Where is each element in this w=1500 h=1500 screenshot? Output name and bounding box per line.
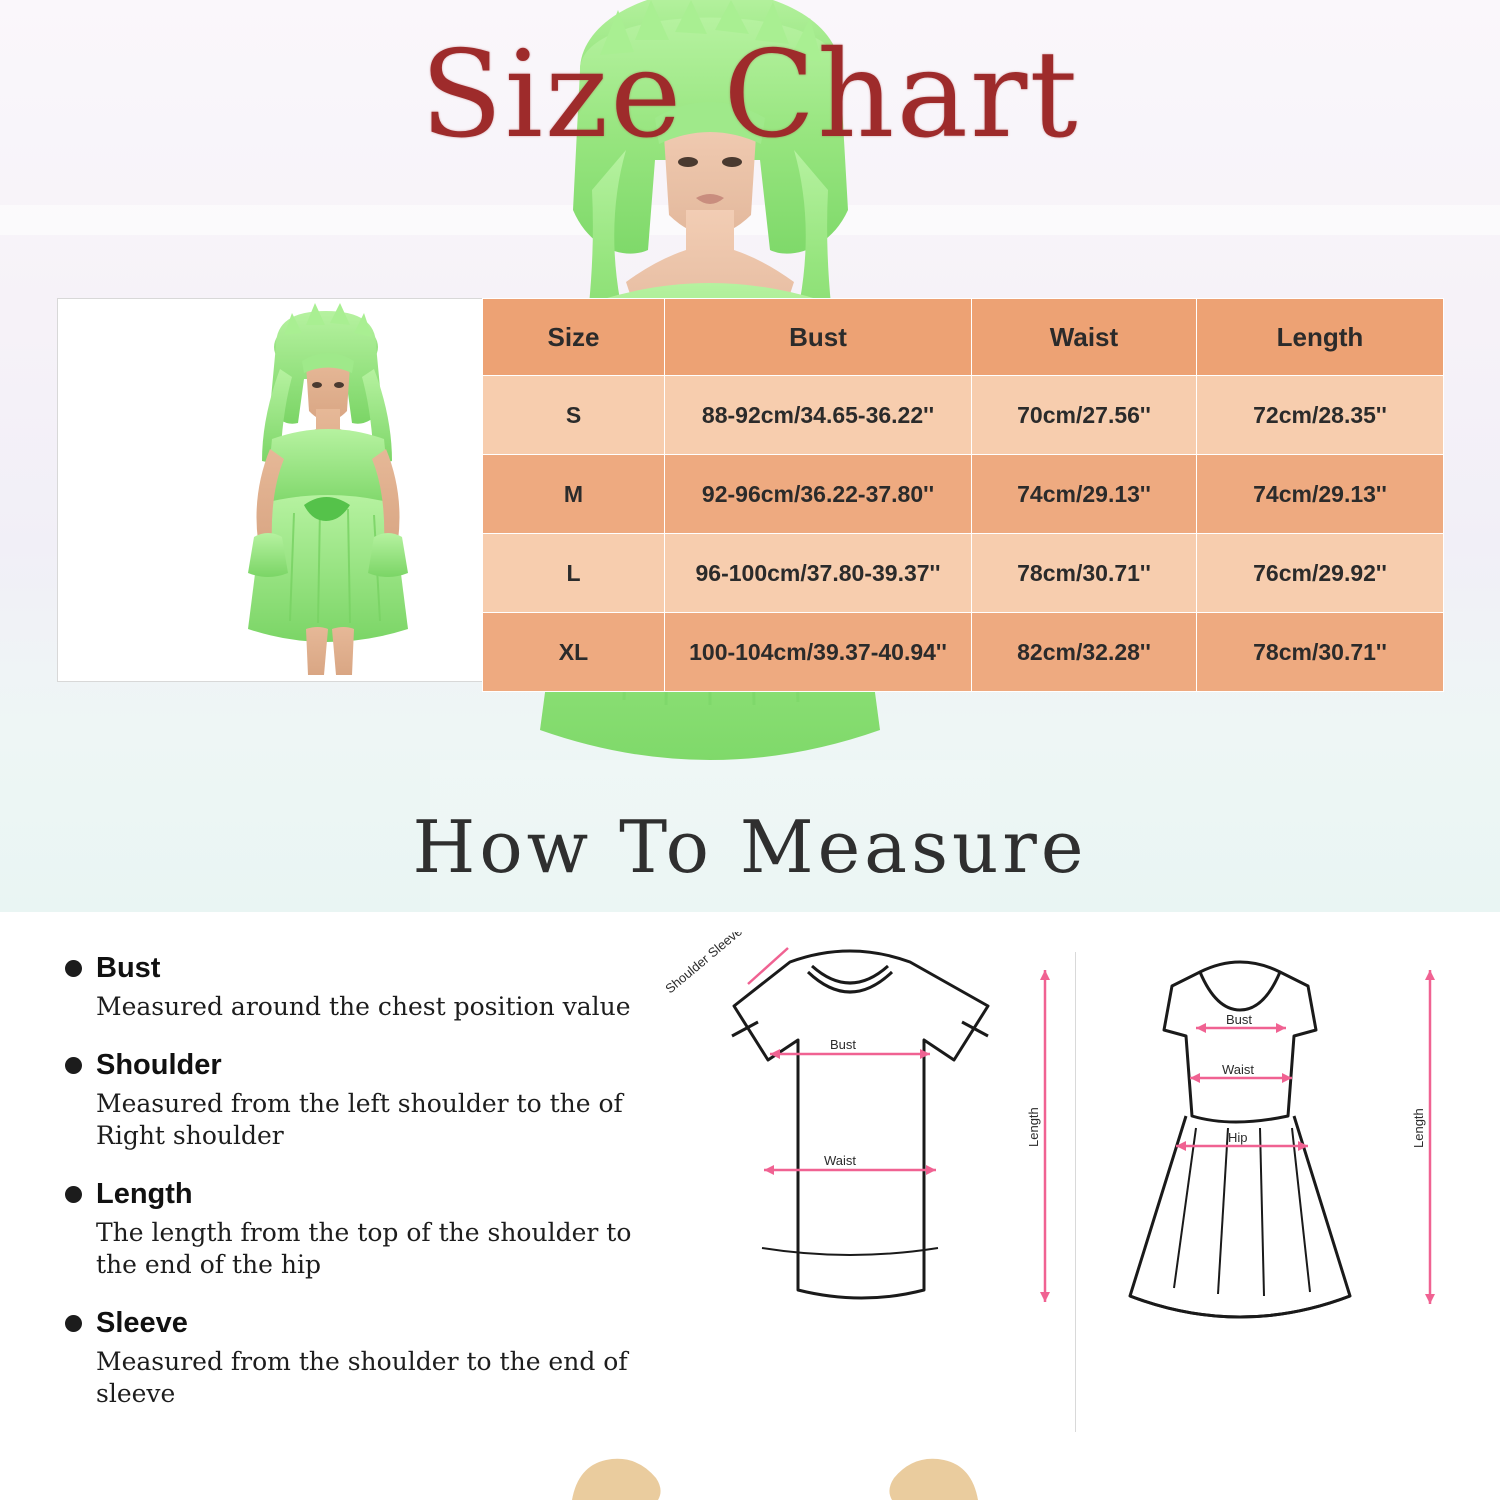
cell-length: 74cm/29.13'' bbox=[1197, 455, 1444, 534]
cell-length: 72cm/28.35'' bbox=[1197, 376, 1444, 455]
bullet-icon bbox=[65, 1057, 82, 1074]
column-header-bust: Bust bbox=[665, 299, 972, 376]
label-dress-bust: Bust bbox=[1226, 1012, 1253, 1027]
shoe-left-decoration bbox=[560, 1454, 670, 1500]
diagram-divider bbox=[1075, 952, 1076, 1432]
list-item bbox=[65, 1049, 635, 1152]
cell-waist: 74cm/29.13'' bbox=[972, 455, 1197, 534]
bullet-icon bbox=[65, 1315, 82, 1332]
cell-length: 76cm/29.92'' bbox=[1197, 534, 1444, 613]
cell-size: XL bbox=[483, 613, 665, 692]
column-header-waist: Waist bbox=[972, 299, 1197, 376]
label-dress-waist: Waist bbox=[1222, 1062, 1255, 1077]
column-header-length: Length bbox=[1197, 299, 1444, 376]
table-row bbox=[483, 613, 1444, 692]
measure-title: Sleeve bbox=[96, 1307, 188, 1339]
label-shirt-length: Length bbox=[1026, 1107, 1041, 1147]
table-row bbox=[483, 455, 1444, 534]
column-header-size: Size bbox=[483, 299, 665, 376]
list-item bbox=[65, 1307, 635, 1410]
cell-waist: 82cm/32.28'' bbox=[972, 613, 1197, 692]
product-thumbnail bbox=[57, 298, 484, 682]
how-to-measure-title: How To Measure bbox=[412, 805, 1088, 889]
measure-description: The length from the top of the shoulder to the end of the hip bbox=[96, 1218, 632, 1279]
measure-title: Bust bbox=[96, 952, 161, 984]
size-chart-table bbox=[482, 298, 1444, 692]
label-shoulder-sleeve: Shoulder Sleeve bbox=[662, 932, 746, 997]
bullet-icon bbox=[65, 1186, 82, 1203]
table-header-row bbox=[483, 299, 1444, 376]
list-item bbox=[65, 1178, 635, 1281]
cell-size: L bbox=[483, 534, 665, 613]
cell-bust: 100-104cm/39.37-40.94'' bbox=[665, 613, 972, 692]
label-shirt-waist: Waist bbox=[824, 1153, 857, 1168]
measure-title: Shoulder bbox=[96, 1049, 222, 1081]
label-shirt-bust: Bust bbox=[830, 1037, 857, 1052]
list-item bbox=[65, 952, 635, 1023]
label-dress-hip: Hip bbox=[1228, 1130, 1248, 1145]
measure-description: Measured from the left shoulder to the of Right shoulder bbox=[96, 1089, 623, 1150]
shoe-right-decoration bbox=[880, 1454, 990, 1500]
cell-size: M bbox=[483, 455, 665, 534]
measure-definitions-list bbox=[65, 952, 635, 1436]
cell-bust: 88-92cm/34.65-36.22'' bbox=[665, 376, 972, 455]
measurement-diagrams bbox=[640, 932, 1490, 1462]
cell-waist: 70cm/27.56'' bbox=[972, 376, 1197, 455]
table-row bbox=[483, 534, 1444, 613]
measure-title: Length bbox=[96, 1178, 193, 1210]
measure-description: Measured around the chest position value bbox=[96, 992, 631, 1021]
page-title: Size Chart bbox=[420, 26, 1080, 165]
bullet-icon bbox=[65, 960, 82, 977]
label-dress-length: Length bbox=[1411, 1108, 1426, 1148]
cell-length: 78cm/30.71'' bbox=[1197, 613, 1444, 692]
cell-bust: 92-96cm/36.22-37.80'' bbox=[665, 455, 972, 534]
how-to-measure-section bbox=[0, 912, 1500, 1500]
cell-waist: 78cm/30.71'' bbox=[972, 534, 1197, 613]
table-row bbox=[483, 376, 1444, 455]
cell-bust: 96-100cm/37.80-39.37'' bbox=[665, 534, 972, 613]
cell-size: S bbox=[483, 376, 665, 455]
measure-description: Measured from the shoulder to the end of sleeve bbox=[96, 1347, 628, 1408]
